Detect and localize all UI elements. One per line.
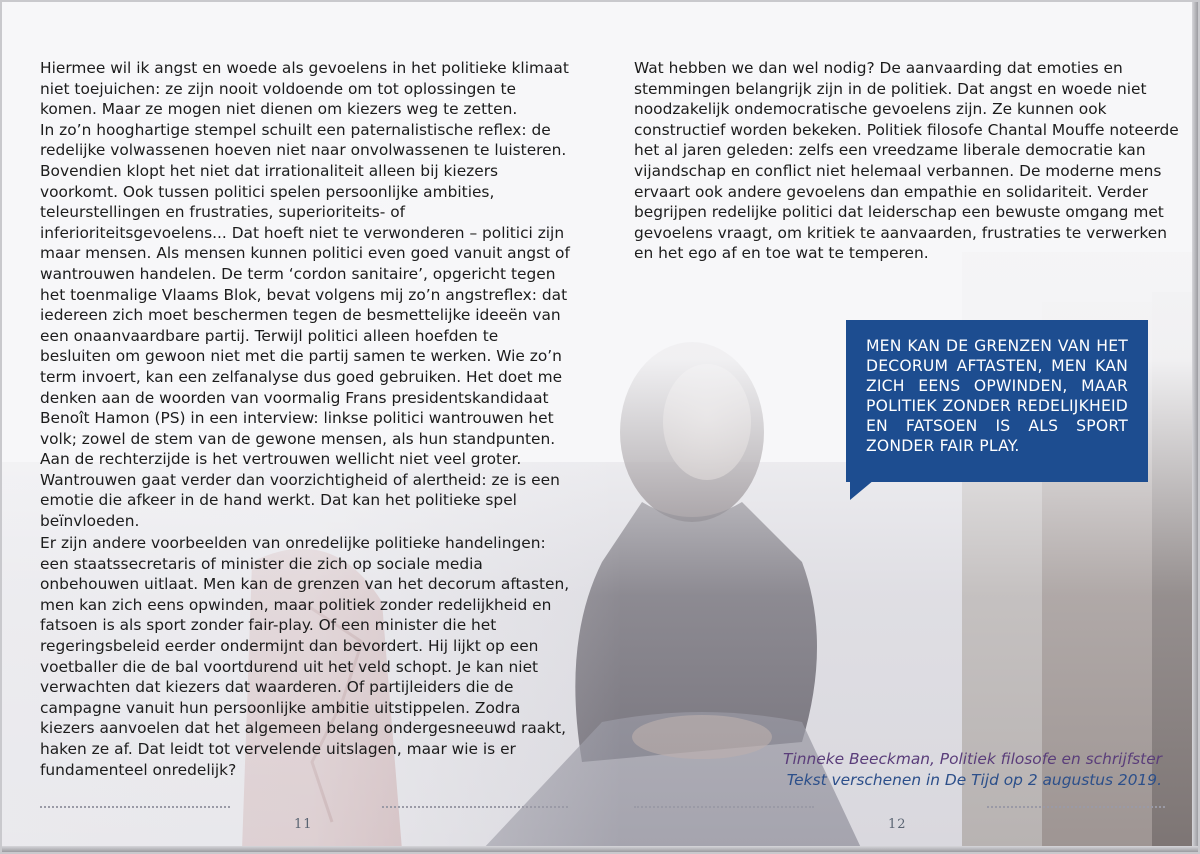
frame-shadow-right: [1192, 2, 1198, 852]
left-paragraph-2: In zo’n hooghartige stempel schuilt een paternalistische reflex: de redelijke volwassenen hoeven niet naar onvolwassenen te luisteren. Bovendien klopt het niet dat irrationaliteit alleen bij kiezers voorkomt. Ook tussen politici spelen persoonlijke ambities, teleurstellingen en frustraties, superioriteits- of inferioriteitsgevoelens... Dat hoeft niet te verwonderen – politici zijn maar mensen. Als mensen kunnen politici even goed vanuit angst of wantrouwen handelen. De term ‘cordon sanitaire’, opgericht tegen het toenmalige Vlaams Blok, bevat volgens mij zo’n angstreflex: dat iedereen zich moet beschermen tegen de besmettelijke ideeën van een onaanvaardbare partij. Terwijl politici alleen hoefden te besluiten om gewoon niet met die partij samen te werken. Wie zo’n term invoert, kan een zelfanalyse dus goed gebruiken. Het doet me denken aan de woorden van voormalig Frans presidentskandidaat Benoît Hamon (PS) in een interview: linkse politici wantrouwen het volk; zowel de stem van de gewone mensen, als hun standpunten. Aan de rechterzijde is het vertrouwen wellicht niet veel groter. Wantrouwen gaat verder dan voorzichtigheid of alertheid: ze is een emotie die afkeer in de hand werkt. Dat kan het politieke spel beïnvloeden.: [40, 120, 570, 531]
footer-rule-left-2: [382, 806, 568, 808]
footer-rule-right-1: [634, 806, 814, 808]
frame-shadow-bottom: [2, 846, 1198, 852]
left-page-body-continued: [40, 533, 570, 780]
left-page-body: [40, 58, 570, 532]
page-number-left: 11: [294, 817, 313, 832]
page-number-right: 12: [888, 817, 907, 832]
left-paragraph-1: Hiermee wil ik angst en woede als gevoelens in het politieke klimaat niet toejuichen: ze zijn nooit voldoende om tot oplossingen te komen. Maar ze mogen niet dienen om kiezers weg te zetten.: [40, 59, 569, 119]
pull-quote: [846, 320, 1148, 482]
credit-author: Tinneke Beeckman, Politiek filosofe en schrijfster: [783, 750, 1162, 768]
pull-quote-tail: [850, 480, 874, 500]
pull-quote-text: MEN KAN DE GRENZEN VAN HET DECORUM AFTASTEN, MEN KAN ZICH EENS OPWINDEN, MAAR POLITIEK ZONDER REDELIJKHEID EN FATSOEN IS ALS SPORT ZONDER FAIR PLAY.: [866, 337, 1128, 455]
left-paragraph-3: Er zijn andere voorbeelden van onredelijke politieke handelingen: een staatssecretaris of minister die zich op sociale media onbehouwen uitlaat. Men kan de grenzen van het decorum aftasten, men kan zich eens opwinden, maar politiek zonder redelijkheid en fatsoen is als sport zonder fair-play. Of een minister die het regeringsbeleid eerder ondermijnt dan bevordert. Hij lijkt op een voetballer die de bal voortdurend uit het veld schopt. Je kan niet verwachten dat kiezers dat waarderen. Of partijleiders die de campagne vanuit hun persoonlijke ambitie uitstippelen. Zodra kiezers aanvoelen dat het algemeen belang ondergesneeuwd raakt, haken ze af. Dat leidt tot vervelende uitslagen, maar wie is er fundamenteel onredelijk?: [40, 534, 570, 779]
right-paragraph-1: Wat hebben we dan wel nodig? De aanvaarding dat emoties en stemmingen belangrijk zijn in de politiek. Dat angst en woede niet noodzakelijk ondemocratische gevoelens zijn. Ze kunnen ook constructief worden bekeken. Politiek filosofe Chantal Mouffe noteerde het al jaren geleden: zelfs een vreedzame liberale democratie kan vijandschap en conflict niet helemaal verbannen. De moderne mens ervaart ook andere gevoelens dan empathie en solidariteit. Verder begrijpen redelijke politici dat leiderschap een bewuste omgang met gevoelens vraagt, om kritiek te aanvaarden, frustraties te verwerken en het ego af en toe wat te temperen.: [634, 59, 1179, 263]
footer-rule-right-2: [987, 806, 1165, 808]
footer-rule-left-1: [40, 806, 230, 808]
right-page-body: [634, 58, 1179, 264]
credit-source: Tekst verschenen in De Tijd op 2 augustus 2019.: [786, 771, 1162, 789]
